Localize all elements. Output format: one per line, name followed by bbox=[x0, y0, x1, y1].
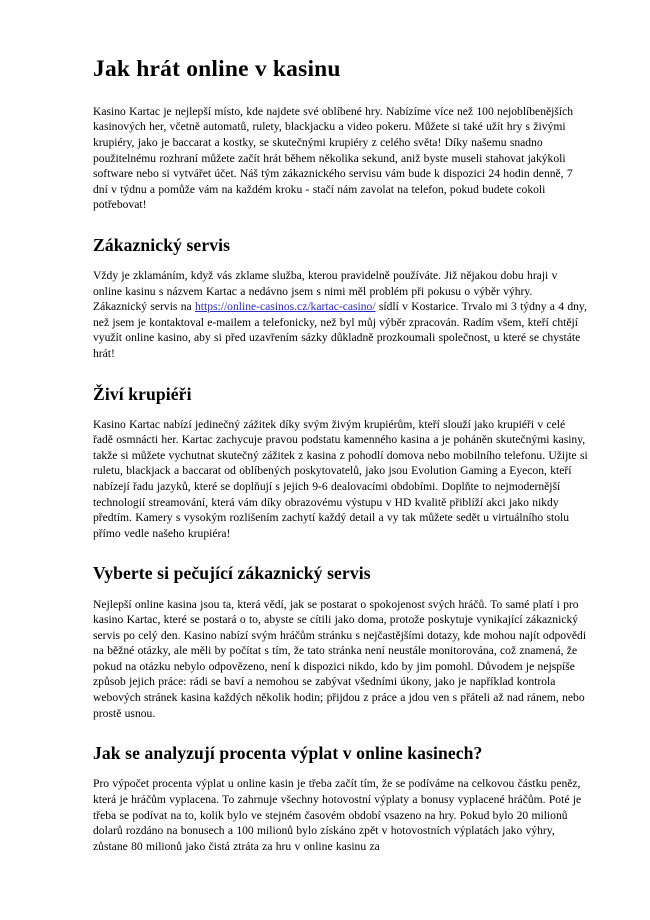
section-heading-zakaznicky-servis: Zákaznický servis bbox=[93, 234, 231, 255]
paragraph-text-after-link: sídlí v Kostarice. Trvalo mi 3 týdny a 4 dny, než jsem je kontaktoval e-mailem a telefonicky, než byl můj výběr zpracován. Radím všem, kteří chtějí využít online kasino, aby si před uzavřením sázky důkladně prozkoumali společnost, u které se chystáte hrát! bbox=[93, 300, 587, 360]
intro-paragraph: Kasino Kartac je nejlepší místo, kde najdete své oblíbené hry. Nabízíme více než 100 nejoblíbenějších kasinových her, včetně automatů, rulety, blackjacku a video pokeru. Můžete si také užít hry s živými krupiéry, jako je baccarat a kostky, se skutečnými krupiéry z celého světa! Díky našemu snadno použitelnému rozhraní můžete začít hrát během několika sekund, aniž byste museli stahovat jakýkoli software nebo si vytvářet účet. Náš tým zákaznického servisu vám bude k dispozici 24 hodin denně, 7 dní v týdnu a pomůže vám na každém kroku - stačí nám zavolat na telefon, pokud budete cokoli potřebovat! bbox=[93, 104, 574, 212]
section-paragraph-vyberte-si-pecujici-zakaznicky-servis: Nejlepší online kasina jsou ta, která vědí, jak se postarat o spokojenost svých hráčů. To samé platí i pro kasino Kartac, které se postará o to, abyste se cítili jako doma, protože poskytuje vynikající zákaznický servis po celý den. Kasino nabízí svým hráčům stránku s nejčastějšími dotazy, kde mohou najít odpovědi na běžné otázky, ale měli by počítat s tím, že tato stránka není neustále monitorována, což znamená, že pokud na otázku nebylo odpovězeno, není k dispozici nikdo, kdo by jim pomohl. Důvodem je nejspíše způsob jejich práce: rádi se baví a nemohou se zabývat všedními úkony, jako je například kontrola webových stránek kasina každých několik hodin; přijdou z práce a jdou ven s přáteli až nad ránem, nebo prostě usnou. bbox=[93, 597, 587, 720]
section-paragraph-zakaznicky-servis bbox=[93, 268, 588, 362]
section-heading-vyberte-si-pecujici-zakaznicky-servis: Vyberte si pečující zákaznický servis bbox=[93, 563, 371, 584]
section-paragraph-zivi-krupieri: Kasino Kartac nabízí jedinečný zážitek díky svým živým krupiérům, kteří slouží jako krupiéři v celé řadě osmnácti her. Kartac zachycuje pravou podstatu kamenného kasina a je poháněn skutečnými kasiny, takže si můžete vychutnat skutečný zážitek z kasina z pohodlí domova nebo mobilního telefonu. Užijte si ruletu, blackjack a baccarat od oblíbených poskytovatelů, jako jsou Evolution Gaming a Eyecon, kteří nabízejí řadu jazyků, které se doplňují s jejich 9-6 dealovacími obdobími. Doplňte to nejmodernější technologií streamování, která vám díky obrazovému výstupu v HD kvalitě přiblíží akci jako nikdy předtím. Kamery s vysokým rozlišením zachytí každý detail a vy tak můžete sedět u virtuálního stolu přímo vedle našeho krupiéra! bbox=[93, 417, 588, 540]
paragraph-text-before-link: Vždy je zklamáním, když vás zklame služba, kterou pravidelně používáte. Již nějakou dobu hraji v online kasinu s názvem Kartac a nedávno jsem s nimi měl problém při pokusu o výběr výhry. Zákaznický servis na bbox=[93, 268, 558, 314]
page-title: Jak hrát online v kasinu bbox=[93, 56, 341, 82]
kartac-casino-link[interactable]: https://online-casinos.cz/kartac-casino/ bbox=[194, 300, 376, 314]
section-heading-zivi-krupieri: Živí krupiéři bbox=[93, 383, 192, 404]
section-heading-procenta-vyplat: Jak se analyzují procenta výplat v online kasinech? bbox=[93, 743, 483, 764]
section-paragraph-procenta-vyplat: Pro výpočet procenta výplat u online kasin je třeba začít tím, že se podíváme na celkovou částku peněz, která je hráčům vyplacena. To zahrnuje všechny hotovostní výplaty a bonusy vyplacené hráčům. Poté je třeba se podívat na to, kolik bylo ve stejném časovém období vsazeno na hry. Pokud bylo 20 milionů dolarů rozdáno na bonusech a 100 milionů bylo získáno zpět v hotovostních výplatách jako výhry, zůstane 80 milionů jako čistá ztráta za hru v online kasinu za bbox=[93, 777, 582, 853]
